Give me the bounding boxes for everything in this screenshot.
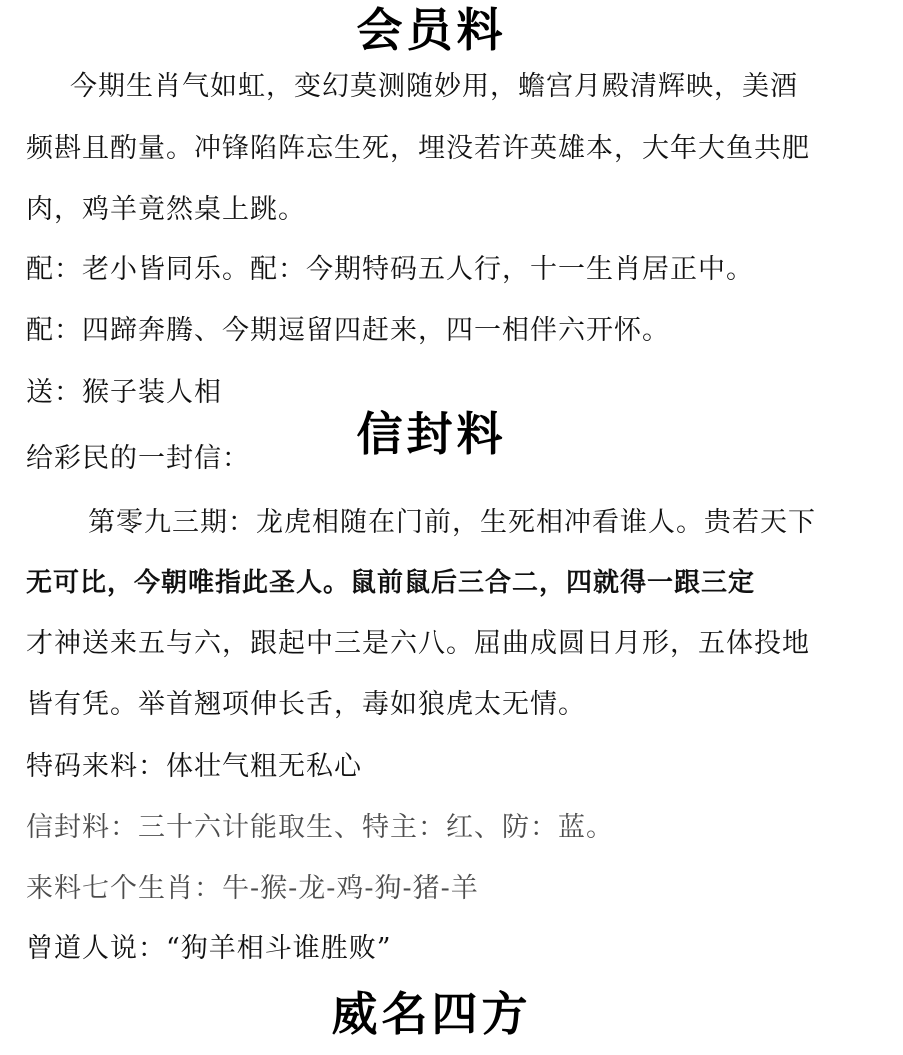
- envelope-title: 信封料: [356, 407, 507, 461]
- quote-line: 曾道人说：“狗羊相斗谁胜败”: [26, 933, 392, 964]
- letter-line-2: 无可比，今朝唯指此圣人。鼠前鼠后三合二，四就得一跟三定: [26, 568, 756, 598]
- member-line-2: 频斟且酌量。冲锋陷阵忘生死，埋没若许英雄本，大年大鱼共肥: [26, 133, 810, 164]
- letter-line-4: 皆有凭。举首翘项伸长舌，毒如狼虎太无情。: [26, 689, 586, 720]
- letter-line-1: 第零九三期：龙虎相随在门前，生死相冲看谁人。贵若天下: [88, 507, 816, 538]
- envelope-info-line: 信封料：三十六计能取生、特主：红、防：蓝。: [26, 812, 614, 843]
- member-line-5: 配：四蹄奔腾、今期逗留四赶来，四一相伴六开怀。: [26, 315, 670, 346]
- member-line-4: 配：老小皆同乐。配：今期特码五人行，十一生肖居正中。: [26, 254, 754, 285]
- member-line-1: 今期生肖气如虹，变幻莫测随妙用，蟾宫月殿清辉映，美酒: [70, 71, 798, 102]
- special-code-line: 特码来料：体壮气粗无私心: [26, 751, 362, 782]
- zodiac-list-line: 来料七个生肖：牛-猴-龙-鸡-狗-猪-羊: [26, 873, 479, 904]
- letter-line-3: 才神送来五与六，跟起中三是六八。屈曲成圆日月形，五体投地: [26, 628, 810, 659]
- member-title: 会员料: [356, 3, 507, 57]
- fame-title: 威名四方: [331, 987, 532, 1041]
- letter-heading: 给彩民的一封信：: [26, 443, 250, 474]
- member-line-6: 送：猴子装人相: [26, 377, 222, 408]
- member-line-3: 肉，鸡羊竟然桌上跳。: [26, 194, 306, 225]
